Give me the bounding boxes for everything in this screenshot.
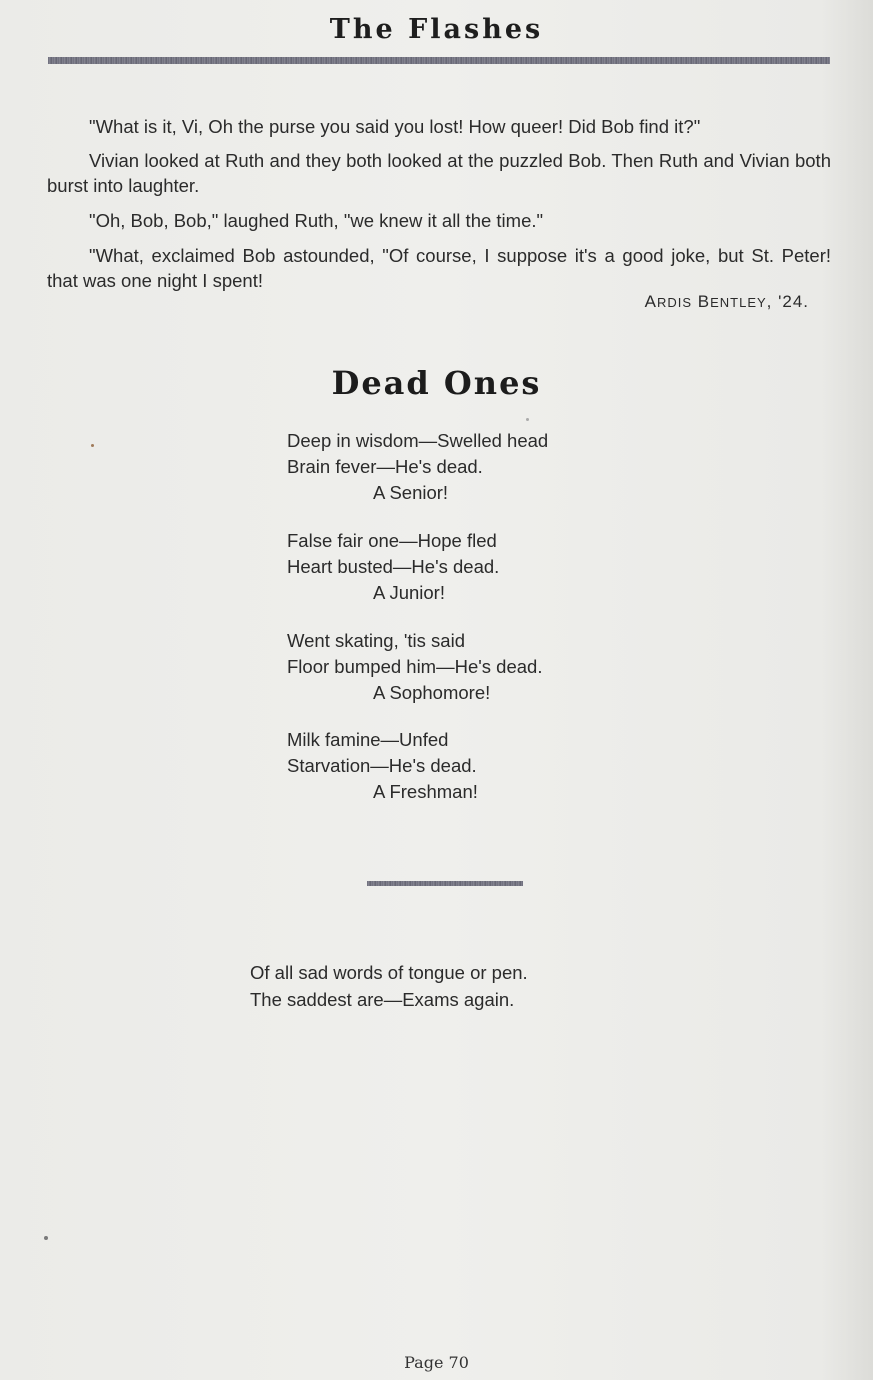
poem-line: Milk famine—Unfed [287, 729, 449, 750]
poem-class-tag: A Senior! [373, 482, 449, 503]
story-paragraph [47, 148, 831, 198]
couplet-line: Of all sad words of tongue or pen. [250, 962, 528, 983]
couplet-line: The saddest are—Exams again. [250, 989, 515, 1010]
story-paragraph-text: "What is it, Vi, Oh the purse you said you lost! How queer! Did Bob find it?" [89, 116, 701, 137]
section-divider [367, 881, 523, 886]
author-signature [645, 292, 809, 312]
story-paragraph [47, 208, 831, 233]
poem-line: Starvation—He's dead. [287, 755, 477, 776]
page-number: Page 70 [404, 1353, 469, 1372]
closing-couplet [250, 959, 528, 1013]
story-paragraph [47, 114, 831, 139]
poem-stanza [287, 528, 499, 606]
print-speck [526, 418, 529, 421]
print-speck [44, 1236, 48, 1240]
masthead-title: The Flashes [329, 14, 544, 45]
author-initial: B [697, 292, 711, 311]
poem-class-tag: A Sophomore! [373, 682, 491, 703]
story-paragraph-text: Vivian looked at Ruth and they both looked at the puzzled Bob. Then Ruth and Vivian both burst into laughter. [47, 150, 831, 196]
poem-line: Deep in wisdom—Swelled head [287, 430, 549, 451]
poem-line: Floor bumped him—He's dead. [287, 656, 543, 677]
print-speck [91, 444, 94, 447]
header-rule [48, 57, 830, 64]
poem-stanza [287, 628, 542, 706]
author-smallcaps: RDIS [656, 295, 693, 310]
poem-line: Brain fever—He's dead. [287, 456, 483, 477]
poem-line: Went skating, 'tis said [287, 630, 465, 651]
story-paragraph [47, 243, 831, 293]
story-paragraph-text: "What, exclaimed Bob astounded, "Of course, I suppose it's a good joke, but St. Peter! that was one night I spent! [47, 245, 831, 291]
poem-title: Dead Ones [331, 364, 542, 402]
poem-line: False fair one—Hope fled [287, 530, 497, 551]
author-initial: A [644, 292, 657, 311]
poem-class-tag: A Freshman! [373, 781, 478, 802]
poem-line: Heart busted—He's dead. [287, 556, 500, 577]
poem-stanza [287, 727, 478, 805]
story-paragraph-text: "Oh, Bob, Bob," laughed Ruth, "we knew it all the time." [89, 210, 544, 231]
author-smallcaps: ENTLEY [710, 295, 767, 310]
poem-class-tag: A Junior! [373, 582, 445, 603]
poem-stanza [287, 428, 548, 506]
author-year: , '24. [766, 292, 809, 311]
